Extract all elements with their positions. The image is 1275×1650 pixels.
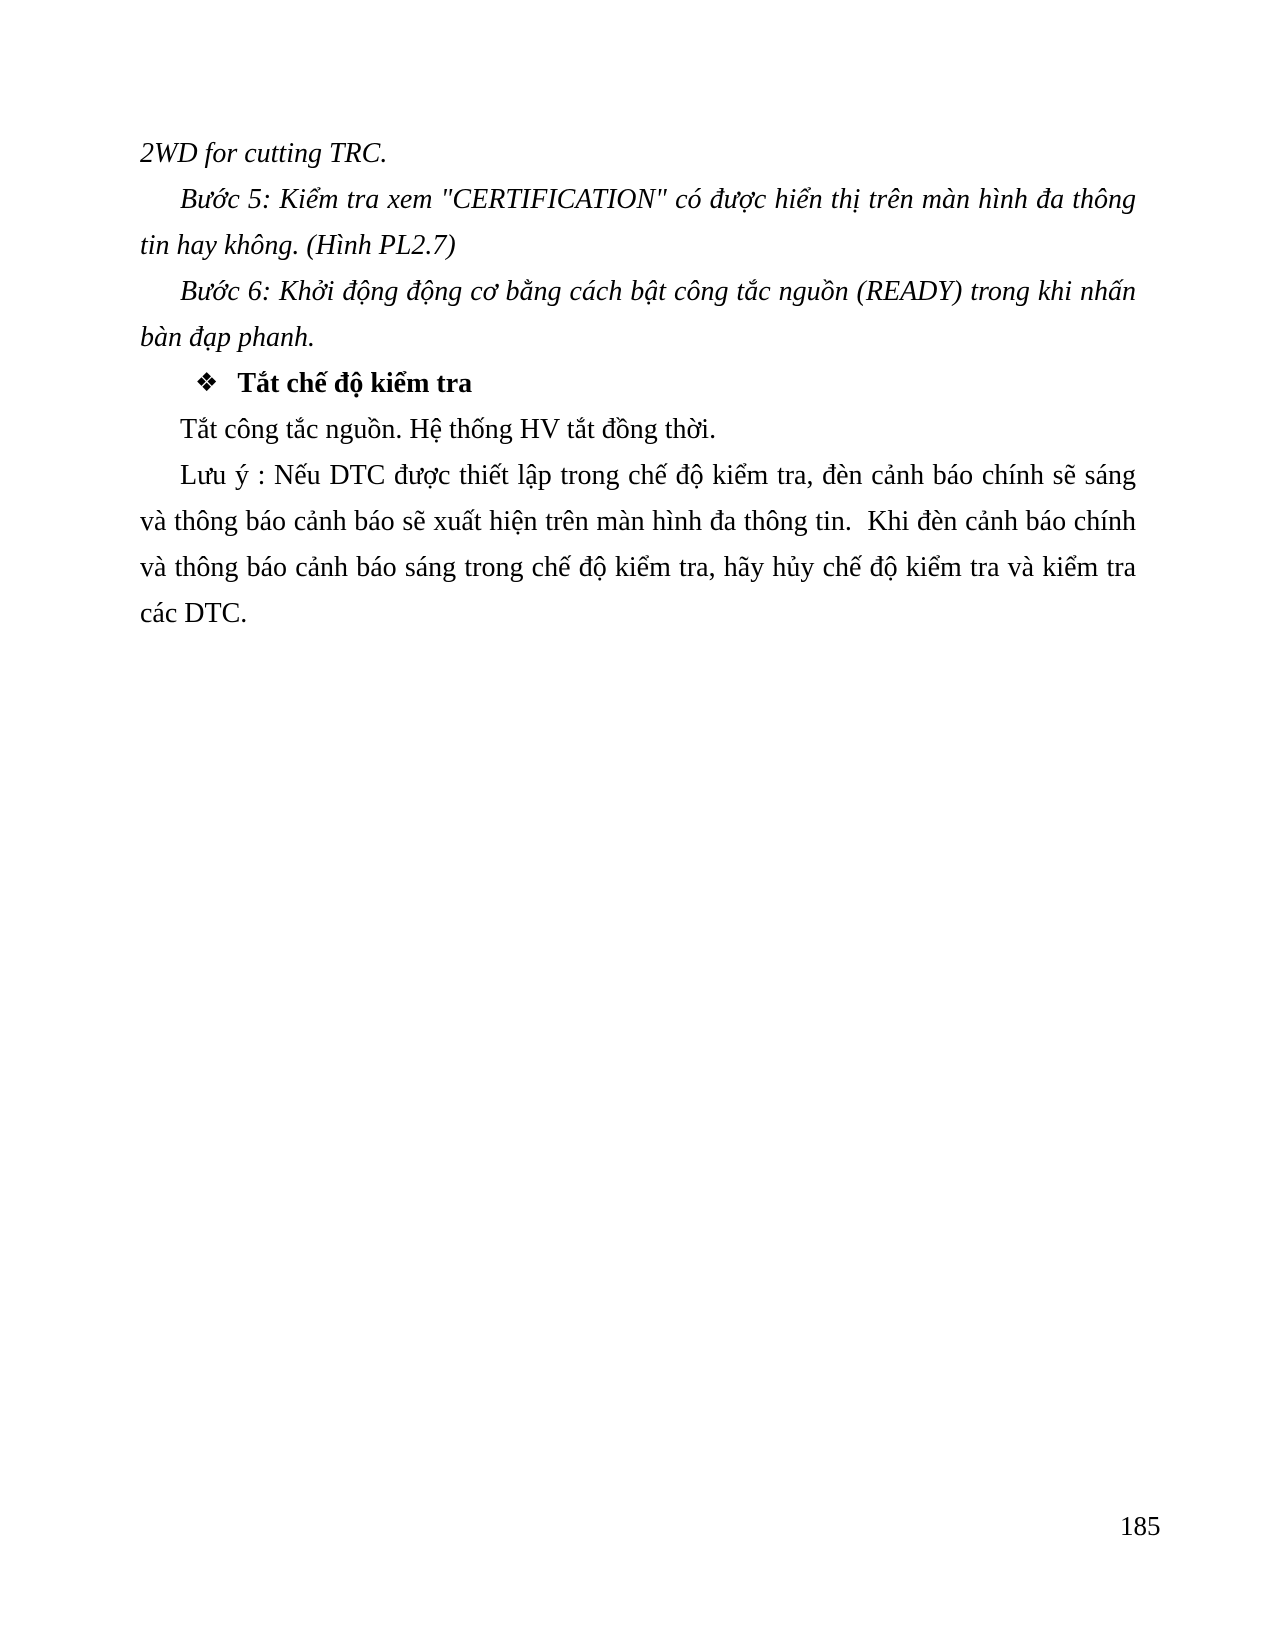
document-body	[140, 131, 1136, 637]
section-heading	[140, 361, 1136, 407]
paragraph-buoc-5: Bước 5: Kiểm tra xem "CERTIFICATION" có được hiển thị trên màn hình đa thông tin hay không. (Hình PL2.7)	[140, 184, 1136, 261]
diamond-bullet-icon: ❖	[195, 368, 219, 398]
page-number: 185	[1120, 1511, 1161, 1541]
paragraph-buoc-6: Bước 6: Khởi động động cơ bằng cách bật công tắc nguồn (READY) trong khi nhấn bàn đạp phanh.	[140, 276, 1136, 353]
paragraph-2wd-cutting-trc: 2WD for cutting TRC.	[140, 138, 388, 169]
paragraph-luu-y: Lưu ý : Nếu DTC được thiết lập trong chế độ kiểm tra, đèn cảnh báo chính sẽ sáng và thông báo cảnh báo sẽ xuất hiện trên màn hình đa thông tin. Khi đèn cảnh báo chính và thông báo cảnh báo sáng trong chế độ kiểm tra, hãy hủy chế độ kiểm tra và kiểm tra các DTC.	[140, 460, 1136, 629]
paragraph-tat-cong-tac: Tắt công tắc nguồn. Hệ thống HV tắt đồng thời.	[180, 414, 717, 445]
section-heading-label: Tắt chế độ kiểm tra	[237, 368, 473, 399]
